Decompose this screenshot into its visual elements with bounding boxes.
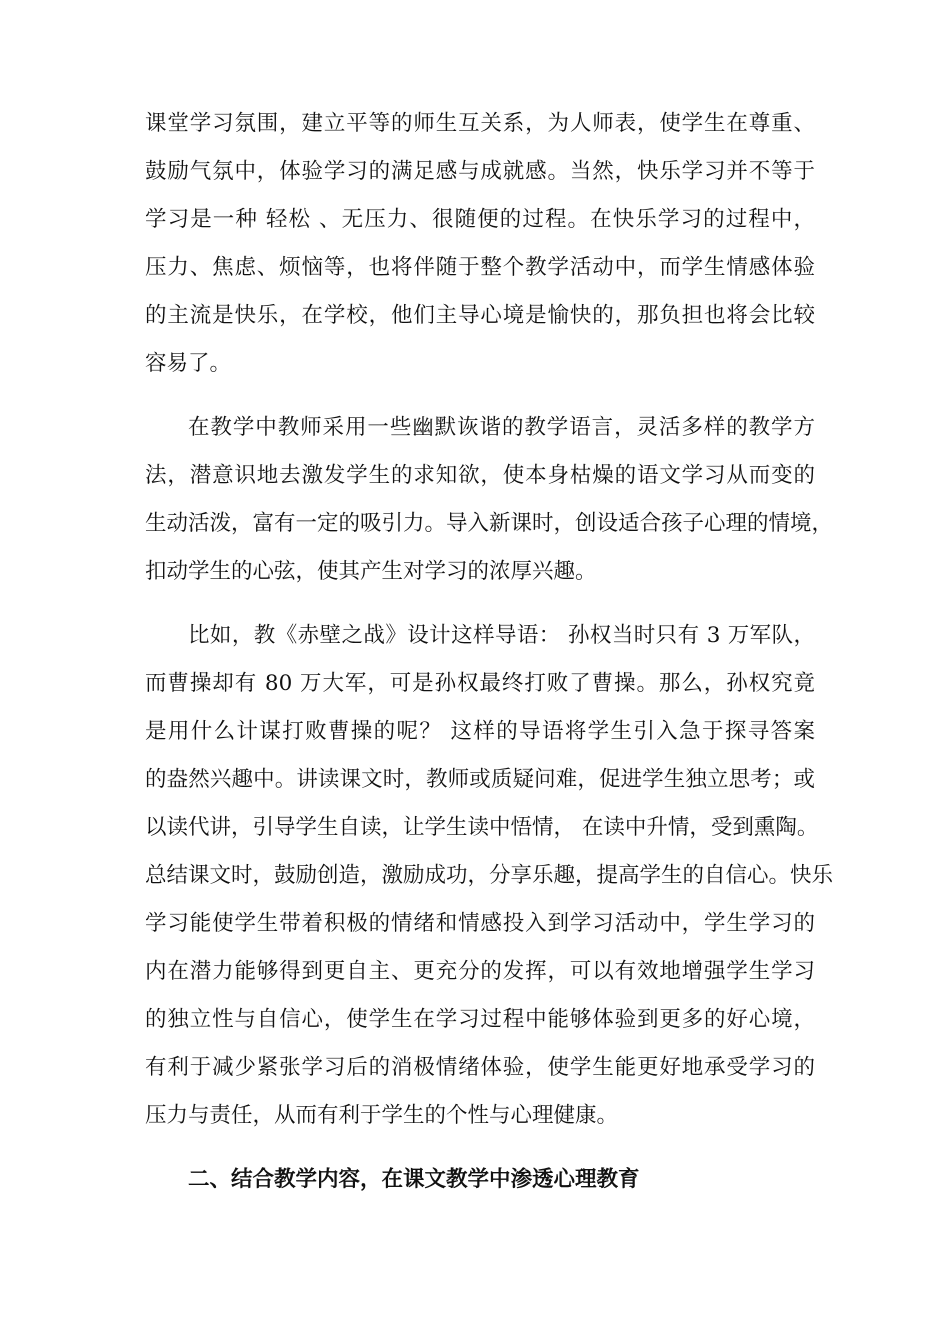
- paragraph-line: 而曹操却有 80 万大军，可是孙权最终打败了曹操。那么，孙权究竟: [145, 671, 815, 696]
- paragraph-line: 内在潜力能够得到更自主、更充分的发挥，可以有效地增强学生学习: [145, 959, 815, 984]
- paragraph-spacer: [145, 1140, 815, 1156]
- paragraph-line: 鼓励气氛中，体验学习的满足感与成就感。当然，快乐学习并不等于: [145, 159, 815, 184]
- paragraph-line: 是用什么计谋打败曹操的呢？ 这样的导语将学生引入急于探寻答案: [145, 719, 815, 744]
- paragraph-line: 有利于减少紧张学习后的消极情绪体验，使学生能更好地承受学习的: [145, 1055, 815, 1080]
- paragraph-line: 总结课文时，鼓励创造，激励成功，分享乐趣，提高学生的自信心。快乐: [145, 863, 834, 888]
- section-heading: 二、结合教学内容，在课文教学中渗透心理教育: [188, 1167, 640, 1192]
- paragraph-line: 压力与责任，从而有利于学生的个性与心理健康。: [145, 1103, 619, 1128]
- paragraph-spacer: [145, 388, 815, 404]
- paragraph-line: 学习能使学生带着积极的情绪和情感投入到学习活动中，学生学习的: [145, 911, 815, 936]
- paragraph-line: 扣动学生的心弦，使其产生对学习的浓厚兴趣。: [145, 559, 597, 584]
- body-text: [145, 100, 834, 1204]
- paragraph-spacer: [145, 596, 815, 612]
- paragraph-line: 法，潜意识地去激发学生的求知欲，使本身枯燥的语文学习从而变的: [145, 463, 815, 488]
- paragraph-line: 课堂学习氛围，建立平等的师生互关系，为人师表，使学生在尊重、: [145, 111, 815, 136]
- paragraph-line: 的盎然兴趣中。讲读课文时，教师或质疑问难，促进学生独立思考；或: [145, 767, 815, 792]
- paragraph-line: 在教学中教师采用一些幽默诙谐的教学语言，灵活多样的教学方: [188, 415, 815, 440]
- paragraph-line: 的主流是快乐，在学校，他们主导心境是愉快的，那负担也将会比较: [145, 303, 815, 328]
- paragraph-line: 的独立性与自信心，使学生在学习过程中能够体验到更多的好心境，: [145, 1007, 815, 1032]
- paragraph-line: 容易了。: [145, 351, 232, 376]
- paragraph-line: 比如，教《赤壁之战》设计这样导语： 孙权当时只有 3 万军队，: [188, 623, 815, 648]
- paragraph-line: 生动活泼，富有一定的吸引力。导入新课时，创设适合孩子心理的情境，: [145, 511, 834, 536]
- paragraph-line: 压力、焦虑、烦恼等，也将伴随于整个教学活动中，而学生情感体验: [145, 255, 815, 280]
- paragraph-line: 以读代讲，引导学生自读，让学生读中悟情， 在读中升情，受到熏陶。: [145, 815, 819, 840]
- paragraph-line: 学习是一种 轻松 、无压力、很随便的过程。在快乐学习的过程中，: [145, 207, 815, 232]
